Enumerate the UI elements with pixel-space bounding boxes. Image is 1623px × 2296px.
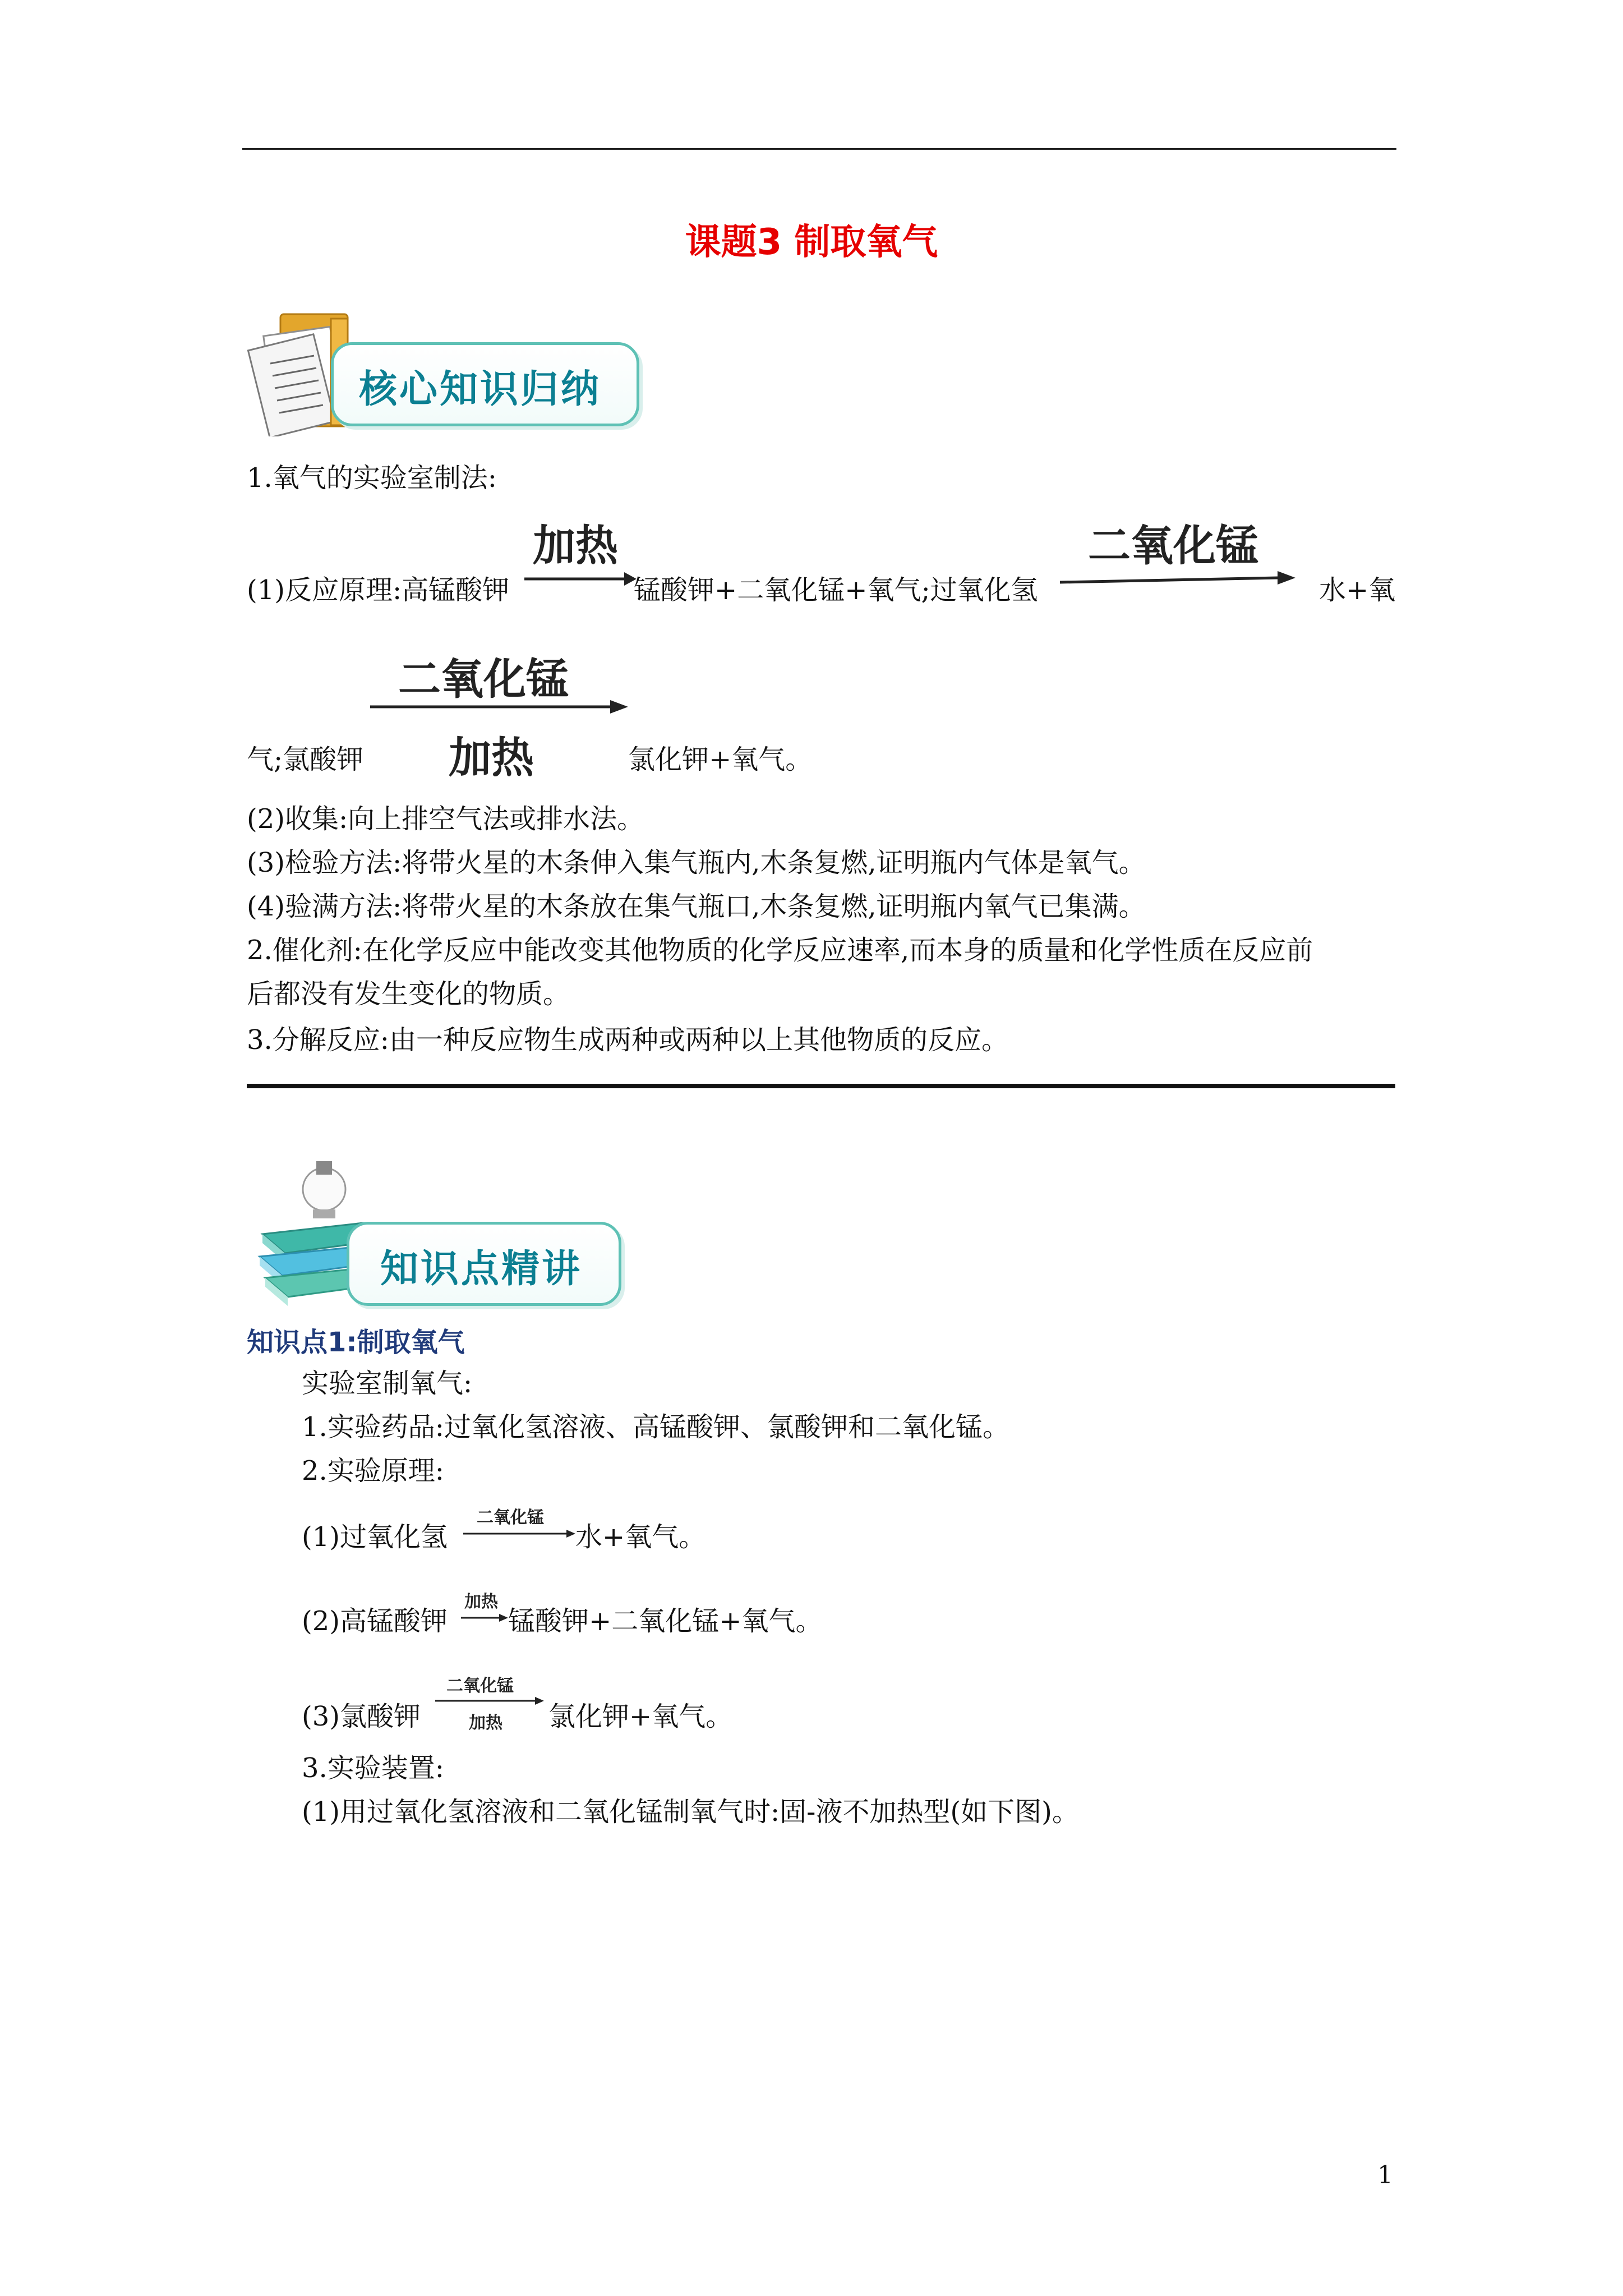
potassium-permanganate-products: 锰酸钾+二氧化锰+氧气;过氧化氢 — [634, 574, 1038, 606]
manganese-dioxide-condition-2: 二氧化锰 — [398, 654, 569, 704]
equation-2-left: (2)高锰酸钾 — [302, 1605, 448, 1637]
decomposition-definition: 3.分解反应:由一种反应物生成两种或两种以上其他物质的反应。 — [247, 1024, 1008, 1056]
equation-2-arrow — [461, 1611, 508, 1625]
full-check-method: (4)验满方法:将带火星的木条放在集气瓶口,木条复燃,证明瓶内氧气已集满。 — [247, 891, 1146, 922]
equation-3-condition-bottom: 加热 — [469, 1713, 502, 1733]
page-number: 1 — [1377, 2161, 1393, 2189]
equation-2-condition: 加热 — [464, 1592, 498, 1612]
lab-apparatus: 3.实验装置: — [302, 1752, 444, 1784]
reaction-arrow-3 — [370, 696, 628, 718]
equation-2-right: 锰酸钾+二氧化锰+氧气。 — [508, 1605, 823, 1637]
potassium-chlorate-prefix: 气;氯酸钾 — [247, 744, 364, 775]
reaction-principle-prefix: (1)反应原理:高锰酸钾 — [247, 574, 510, 606]
lab-drugs: 1.实验药品:过氧化氢溶液、高锰酸钾、氯酸钾和二氧化锰。 — [302, 1411, 1009, 1443]
catalyst-definition-line-2: 后都没有发生变化的物质。 — [247, 978, 570, 1010]
reaction-arrow-1 — [524, 568, 637, 590]
equation-3-condition-top: 二氧化锰 — [446, 1676, 514, 1696]
hydrogen-peroxide-products: 水+氧 — [1319, 574, 1396, 606]
manganese-dioxide-condition-1: 二氧化锰 — [1088, 521, 1258, 570]
lab-apparatus-item-1: (1)用过氧化氢溶液和二氧化锰制氧气时:固-液不加热型(如下图)。 — [302, 1796, 1079, 1828]
potassium-chlorate-products: 氯化钾+氧气。 — [628, 744, 813, 775]
knowledge-points-banner-label: 知识点精讲 — [380, 1247, 583, 1291]
page-title: 课题3 制取氧气 — [685, 222, 938, 263]
oxygen-lab-method-heading: 1.氧气的实验室制法: — [247, 462, 497, 494]
core-knowledge-banner-label: 核心知识归纳 — [359, 367, 602, 412]
equation-3-right: 氯化钾+氧气。 — [548, 1701, 733, 1732]
lab-principle: 2.实验原理: — [302, 1455, 444, 1487]
lab-oxygen-intro: 实验室制氧气: — [302, 1368, 473, 1399]
heating-condition-2: 加热 — [449, 733, 534, 783]
knowledge-point-1-heading: 知识点1:制取氧气 — [247, 1327, 465, 1358]
test-method: (3)检验方法:将带火星的木条伸入集气瓶内,木条复燃,证明瓶内气体是氧气。 — [247, 847, 1146, 878]
collection-method: (2)收集:向上排空气法或排水法。 — [247, 803, 644, 835]
heating-condition: 加热 — [533, 521, 618, 570]
reaction-arrow-2 — [1060, 567, 1295, 589]
core-knowledge-banner — [247, 307, 651, 436]
header-rule — [242, 148, 1396, 150]
equation-3-left: (3)氯酸钾 — [302, 1701, 421, 1732]
equation-1-left: (1)过氧化氢 — [302, 1521, 448, 1553]
catalyst-definition-line-1: 2.催化剂:在化学反应中能改变其他物质的化学反应速率,而本身的质量和化学性质在反应前 — [247, 935, 1313, 966]
knowledge-points-banner — [251, 1150, 633, 1313]
equation-1-arrow — [463, 1527, 575, 1540]
equation-1-condition: 二氧化锰 — [477, 1508, 544, 1527]
equation-3-arrow — [435, 1694, 544, 1708]
equation-1-right: 水+氧气。 — [575, 1521, 706, 1553]
section-divider — [247, 1084, 1395, 1088]
